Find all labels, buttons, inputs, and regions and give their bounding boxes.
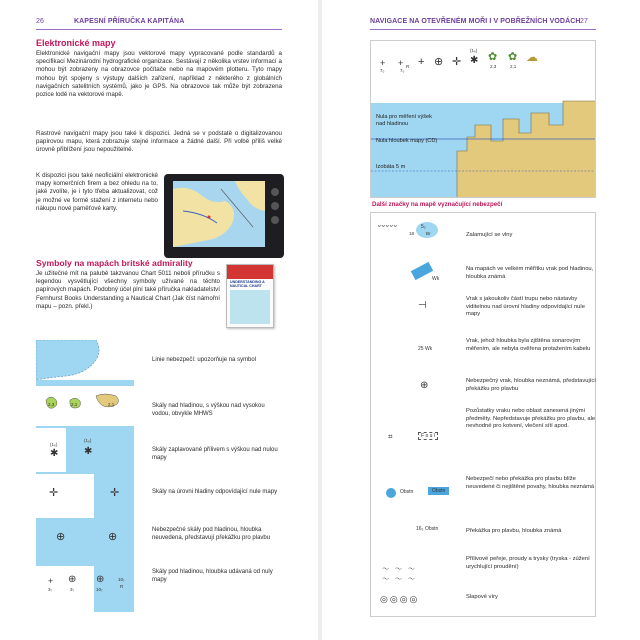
obstruction-depth-label: 16₃ Obstn xyxy=(416,526,439,532)
symbol-description: Slapové víry xyxy=(466,594,498,600)
wreck-depth-label: 18 xyxy=(409,231,415,236)
symbol-description: Vrak, jehož hloubka byla zjištěna sonarovým měřením, ale nebyla ověřena protažením kabelu xyxy=(466,338,591,352)
chart-plotter-image xyxy=(164,174,284,258)
overfalls-icon: 〜 〜 〜 xyxy=(382,576,417,583)
diagram-label: Izobáta 5 m xyxy=(376,164,406,170)
header-rule xyxy=(370,29,596,30)
plotter-button xyxy=(271,216,279,224)
datum-symbol-label: 7₀ xyxy=(400,68,405,73)
datum-symbol-label: R xyxy=(406,64,410,69)
datum-symbol-label: 2,3 xyxy=(490,64,497,69)
obstruction-icon xyxy=(386,488,396,498)
diagram-label: Nula pro měření výšek nad hladinou xyxy=(376,114,432,127)
paragraph: Elektronické navigační mapy jsou vektorové mapy vypracované podle standardů a specifikací Mezinárodní hydrografické organizace. Sestávají z několika vrstev informací a mohou být zobrazeny na obrazovce počítače nebo na mapovém plotteru. Tyto mapy mohou být spojeny s výstupy dalších zařízení, například z některého z globálních navigačních satelitních systémů, jako je GPS. Na obrazovce tak může být zobrazena pozice lodě na vektorové mapě. xyxy=(36,50,282,99)
legend-description: Skály pod hladinou, hloubka udávaná od nuly mapy xyxy=(152,569,273,583)
book-title: UNDERSTANDING A NAUTICAL CHART xyxy=(230,280,265,289)
drying-height-label: (1₆) xyxy=(84,438,92,443)
rock-depth-label: 10₇ xyxy=(118,577,125,582)
section-subheading: Další značky na mapě vyznačující nebezpečí xyxy=(372,201,503,208)
danger-rock-icon: ⊕ xyxy=(56,531,66,543)
sounded-wreck-label: 25 Wk xyxy=(418,346,433,352)
datum-symbol: ✛ xyxy=(452,56,462,68)
rock-depth-icon: ⊕ xyxy=(68,574,77,585)
paragraph: Je užitečné mít na palubě takzvanou Chart 5011 neboli příručku s legendou vysvětlující všechny symboly užívané na těchto papírových mapách. Podobný účel plní také příručka nakladatelství Fernhurst Books Understanding a Nautical Chart (Jak číst námořní mapu – pozn. překl.) xyxy=(36,270,220,310)
obstruction-label: Obstn xyxy=(428,487,449,495)
datum-symbol: + xyxy=(380,58,386,68)
legend-description: Skály na úrovni hladiny odpovídající nule mapy xyxy=(152,489,278,495)
symbol-description: Nebezpečný vrak, hloubka neznámá, představující překážku pro plavbu xyxy=(466,378,596,392)
drying-height-label: (1₆) xyxy=(50,442,58,447)
datum-rock-icon: ✿ xyxy=(488,51,498,63)
book-cover-image xyxy=(226,264,274,328)
stranded-wreck-icon: ⊣ xyxy=(418,300,427,311)
running-header-left: KAPESNÍ PŘÍRUČKA KAPITÁNA xyxy=(74,18,185,25)
rock-depth-label: 3₇ xyxy=(48,587,53,592)
datum-symbol-label: (1₆) xyxy=(470,48,478,53)
datum-symbol: ⊕ xyxy=(434,56,444,68)
wreck-depth-label: Br xyxy=(426,231,431,236)
datum-rock-icon: ☁ xyxy=(526,50,538,64)
datum-symbol-label: 2,1 xyxy=(510,64,517,69)
legend-description: Linie nebezpečí: upozorňuje na symbol xyxy=(152,357,257,363)
rock-depth-label: 10₇ xyxy=(96,587,103,592)
rock-height-label: 2,1 xyxy=(71,402,78,407)
left-page xyxy=(0,0,318,640)
rock-depth-label: R xyxy=(120,584,124,589)
symbol-description: Pozůstatky vraku nebo oblast zanesená jinými předměty. Nepředstavuje překážku pro plavbu, ale nevhodné pro kotvení, vlečení sítí apod. xyxy=(466,408,596,430)
awash-rock-icon: ✛ xyxy=(110,487,120,499)
rock-depth-icon: + xyxy=(48,576,54,586)
dangerous-wreck-icon: ⊕ xyxy=(420,380,429,391)
breakers-icon: ˘˘˘˘˘ xyxy=(378,224,398,234)
symbol-description: Překážka pro plavbu, hloubka známá xyxy=(466,528,562,534)
symbol-description: Přílivové peřeje, proudy a trysky (tryska - zúžení urychlující proudění) xyxy=(466,556,590,570)
page-number-right: 27 xyxy=(580,18,588,25)
legend-symbols xyxy=(36,340,134,612)
foul-label: F o u l xyxy=(418,432,438,440)
paragraph: Rastrové navigační mapy jsou také k dispozici. Jedná se v podstatě o digitalizovanou papírovou mapu, která zobrazuje stejné informace a žádné další. Při volbě příliš velké úrovně přiblížení jsou nepoužitelné. xyxy=(36,130,282,154)
plotter-screen xyxy=(173,181,265,247)
header-rule xyxy=(36,29,282,30)
running-header-right: NAVIGACE NA OTEVŘENÉM MOŘI I V POBŘEŽNÍCH VODÁCH xyxy=(370,18,581,25)
asterisk-rock-icon: ✱ xyxy=(50,448,59,459)
rock-depth-label: 3₇ xyxy=(70,587,75,592)
symbol-description: Zalamující se vlny xyxy=(466,232,513,238)
rock-height-label: 2,1 xyxy=(108,402,115,407)
book-cover-band xyxy=(227,265,273,279)
datum-symbol-label: 7₀ xyxy=(380,68,385,73)
datum-symbol: ✱ xyxy=(470,55,479,66)
symbol-description: Vrak s jakoukoliv částí trupu nebo nástavby viditelnou nad úrovní hladiny odpovídající nule mapy xyxy=(466,296,585,318)
plotter-button xyxy=(271,202,279,210)
datum-rock-icon: ✿ xyxy=(508,51,518,63)
book-cover-map xyxy=(230,290,270,324)
wreck-label: Wk xyxy=(432,276,440,282)
overfalls-icon: 〜 〜 〜 xyxy=(382,566,417,573)
plotter-button xyxy=(271,188,279,196)
legend-description: Skály nad hladinou, s výškou nad vysokou vodou, obvykle MHWS xyxy=(152,403,265,417)
symbol-description: Na mapách ve velkém měřítku vrak pod hladinou, hloubka známá xyxy=(466,266,594,280)
page-number-left: 26 xyxy=(36,18,44,25)
right-page xyxy=(322,0,640,640)
awash-rock-icon: ✛ xyxy=(49,487,59,499)
datum-symbol: + xyxy=(398,58,404,68)
eddies-icon: ◎◎◎◎ xyxy=(380,594,420,604)
rock-height-label: 2,3 xyxy=(48,402,55,407)
rock-depth-icon: ⊕ xyxy=(96,574,105,585)
asterisk-rock-icon: ✱ xyxy=(84,446,93,457)
foul-icon: ⌗ xyxy=(388,432,393,441)
legend-description: Skály zaplavované přílivem s výškou nad nulou mapy xyxy=(152,447,278,461)
section-heading: Elektronické mapy xyxy=(36,38,116,48)
section-heading: Symboly na mapách britské admirality xyxy=(36,258,193,268)
obstruction-label: Obstn xyxy=(400,489,414,495)
paragraph: K dispozici jsou také neoficiální elektronické mapy komerčních firem a bez ohledu na to, jaké zvolíte, je i tyto třeba aktualizovat, což je možné ve formě stažení z internetu nebo nákupu nové paměťové karty. xyxy=(36,172,158,212)
danger-rock-icon: ⊕ xyxy=(108,531,118,543)
datum-symbol: + xyxy=(418,56,425,68)
diagram-label: Nula hloubek mapy (CD) xyxy=(376,138,438,144)
wreck-depth-label: 5₂ xyxy=(421,224,426,230)
legend-description: Nebezpečné skály pod hladinou, hloubka neuvedena, představují překážku pro plavbu xyxy=(152,527,271,541)
symbol-description: Nebezpečí nebo překážka pro plavbu blíže neuvedené či nejištěné povahy, hloubka neznámá xyxy=(466,476,595,490)
